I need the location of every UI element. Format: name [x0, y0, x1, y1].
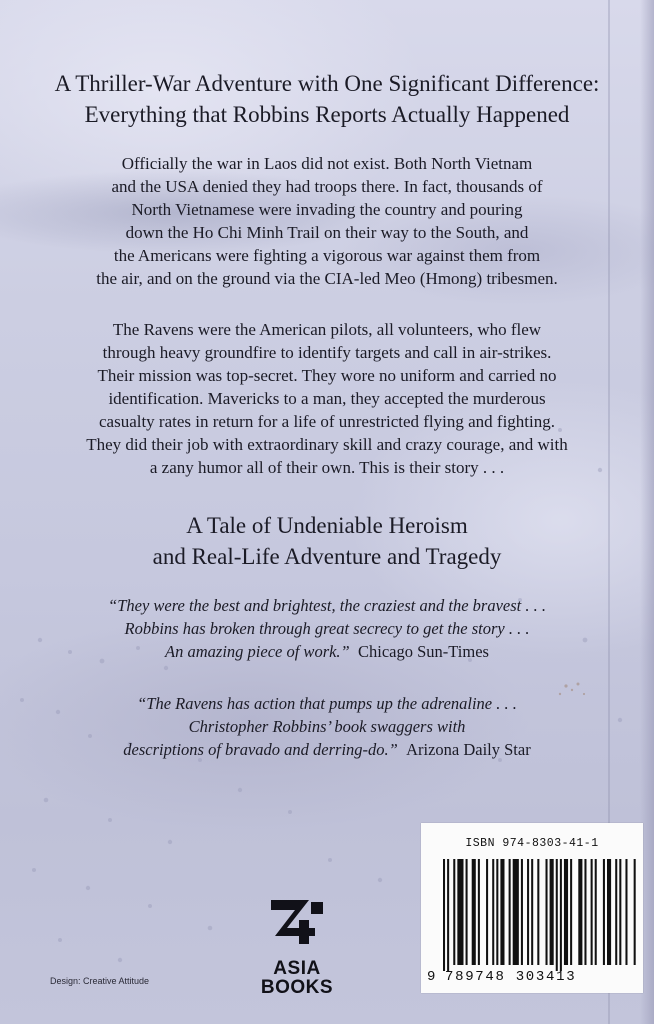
barcode-bar: [584, 859, 586, 965]
paragraph-2: [0, 318, 654, 479]
quote-1-line-3: An amazing piece of work.”: [165, 642, 350, 661]
paragraph-2-line: Their mission was top-secret. They wore no uniform and carried no: [97, 366, 557, 385]
paragraph-2-line: a zany humor all of their own. This is their story . . .: [149, 458, 505, 477]
isbn-label: ISBN 974-8303-41-1: [465, 837, 599, 850]
subheadline: [0, 510, 654, 572]
subheadline-line-2: and Real-Life Adventure and Tragedy: [152, 544, 502, 569]
barcode-bar: [513, 859, 519, 965]
barcode-bar: [591, 859, 593, 965]
paragraph-1-line: the Americans were fighting a vigorous war against them from: [113, 246, 541, 265]
barcode-bar: [500, 859, 504, 965]
barcode-bar: [472, 859, 476, 965]
barcode-bar: [550, 859, 554, 965]
barcode-bar: [556, 859, 558, 971]
publisher-logo: [252, 898, 342, 996]
quote-2-line-2: Christopher Robbins’ book swaggers with: [188, 717, 466, 736]
barcode-digits: 789748 303413: [445, 969, 577, 985]
barcode-bar: [560, 859, 562, 971]
quote-2-line-3: descriptions of bravado and derring-do.”: [123, 740, 398, 759]
quote-2-line-1: “The Ravens has action that pumps up the adrenaline . . .: [137, 694, 517, 713]
barcode-bar: [578, 859, 582, 965]
paragraph-2-line: The Ravens were the American pilots, all volunteers, who flew: [112, 320, 542, 339]
publisher-name-line-2: BOOKS: [260, 977, 334, 998]
paragraph-1-line: the air, and on the ground via the CIA-led Meo (Hmong) tribesmen.: [96, 269, 558, 288]
paragraph-2-line: They did their job with extraordinary skill and crazy courage, and with: [86, 435, 568, 454]
paragraph-2-line: identification. Mavericks to a man, they accepted the murderous: [108, 389, 546, 408]
quote-1-line-1: “They were the best and brightest, the craziest and the bravest . . .: [108, 596, 546, 615]
paragraph-1-line: and the USA denied they had troops there. In fact, thousands of: [111, 177, 543, 196]
barcode-bar: [595, 859, 597, 965]
publisher-name-line-1: ASIA: [273, 958, 321, 979]
barcode-bar: [486, 859, 488, 965]
paragraph-1-line: down the Ho Chi Minh Trail on their way to the South, and: [125, 223, 529, 242]
headline-line-2: Everything that Robbins Reports Actually Happened: [84, 102, 570, 127]
design-credit: Design: Creative Attitude: [50, 976, 150, 986]
barcode-bar: [546, 859, 548, 965]
asia-books-logo-icon: [269, 898, 325, 954]
headline: [0, 68, 654, 130]
barcode-first-digit: 9: [427, 969, 436, 985]
barcode-bar: [619, 859, 621, 965]
quote-2-source: Arizona Daily Star: [406, 740, 531, 759]
review-quote-1: [0, 594, 654, 663]
barcode-bar: [615, 859, 617, 965]
barcode-bar: [478, 859, 480, 965]
barcode-bar: [466, 859, 468, 965]
barcode-bar: [634, 859, 636, 965]
barcode-bar: [603, 859, 605, 965]
barcode-bar: [492, 859, 494, 965]
barcode-bar: [509, 859, 511, 965]
subheadline-line-1: A Tale of Undeniable Heroism: [186, 513, 468, 538]
barcode-bar: [527, 859, 529, 965]
barcode-bar: [453, 859, 455, 965]
barcode-bar: [607, 859, 611, 965]
barcode-icon: [421, 823, 643, 993]
quote-1-line-2: Robbins has broken through great secrecy to get the story . . .: [124, 619, 530, 638]
barcode-bar: [521, 859, 523, 965]
barcode-bar: [564, 859, 568, 965]
barcode-bar: [457, 859, 463, 965]
barcode-bar: [531, 859, 533, 965]
paragraph-2-line: through heavy groundfire to identify targets and call in air-strikes.: [102, 343, 552, 362]
paragraph-2-line: casualty rates in return for a life of unrestricted flying and fighting.: [98, 412, 555, 431]
paragraph-1: [0, 152, 654, 290]
headline-line-1: A Thriller-War Adventure with One Significant Difference:: [54, 71, 600, 96]
barcode-bar: [537, 859, 539, 965]
barcode-bar: [447, 859, 449, 971]
barcode-bar: [625, 859, 627, 965]
quote-1-source: Chicago Sun-Times: [358, 642, 489, 661]
barcode-panel: [421, 823, 643, 993]
review-quote-2: [0, 692, 654, 761]
paragraph-1-line: North Vietnamese were invading the country and pouring: [131, 200, 523, 219]
paragraph-1-line: Officially the war in Laos did not exist. Both North Vietnam: [121, 154, 533, 173]
barcode-bar: [496, 859, 498, 965]
barcode-bar: [443, 859, 445, 971]
barcode-bar: [570, 859, 572, 965]
